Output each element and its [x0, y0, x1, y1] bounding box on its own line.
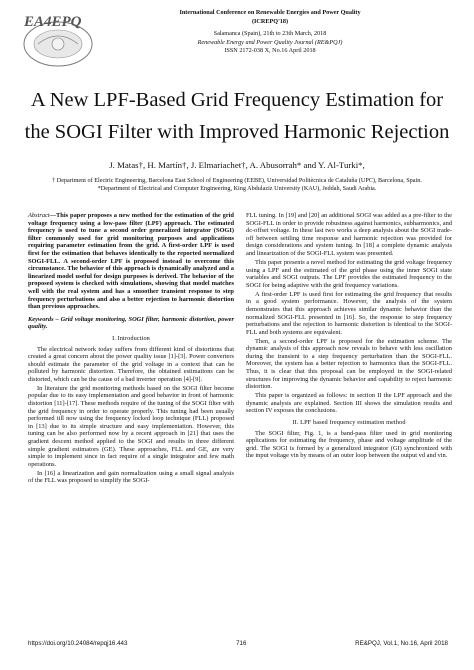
- conference-name: International Conference on Renewable Energies and Power Quality: [179, 9, 361, 16]
- conference-location-date: Salamanca (Spain), 21th to 23th March, 2018: [213, 30, 327, 38]
- author-list: J. Matas†, H. Martín†, J. Elmariachet†, A. Abusorrah* and Y. Al-Turki*,: [109, 160, 365, 170]
- left-column: [28, 212, 234, 486]
- paragraph: Then, a second-order LPF is proposed for the estimation scheme. The dynamic analysis of this approach now reveals to behave with less oscillation during the transient to a step frequency perturbation than the SOGI-FLL. Moreover, the system has a better rejection to harmonics than the SOGI-FLL. Thus, it is clear that this proposal can be employed in the SOGI-related structures for improving the dynamic behavior and capability to reject harmonic distortion.: [246, 337, 452, 391]
- paragraph: This paper presents a novel method for estimating the grid voltage frequency using a LPF and the estimated of the grid phase using the inner SOGI state variables and SOGI outputs. The LPF provides the estimated frequency to the SOGI for being adaptive with the grid frequency variations.: [246, 258, 452, 289]
- abstract-body: —This paper proposes a new method for the estimation of the grid voltage frequency using a low-pass filter (LPF) approach. The estimated frequency is used to tune a second order generalized integrator (SOGI) filter commonly used for grid monitoring purposes and applications requiring parameter estimation from the grid. A first-order LPF is used first for the estimation that behaves identically to the reported normalized SOGI-FLL. A second-order LPF is proposed instead to overcome this circumstance. The behavior of this approach is dynamically analyzed and a linearized model useful for design purposes is derived. The behavior of the proposed system is checked with simulations, showing that model matches well with the real system and has a smoother transient response to step frequency perturbations and also a better rejection to harmonic distortion than previous approaches.: [28, 212, 234, 311]
- section-heading-method: II. LPF based frequency estimation method: [292, 419, 406, 426]
- paragraph: In literature the grid monitoring methods based on the SOGI filter become popular due to its easy implementation and good behavior in front of harmonic distortion [11]-[17]. These methods require of the tuning of the SOGI filter with the grid frequency in order to operate properly. This tuning had been usually performed till now using the frequency locked loop technique (FLL) proposed in [13] due to its simple structure and easy implementation. However, this tuning can be also performed now by a recent approach in [21] that uses the gradient descent method applied to the SOGI and results in three different simple gradient estimators (GE). These approaches, FLL and GE, are very simple to implement since in fact require of a single integrator and few math operations.: [28, 384, 234, 468]
- affiliations: [0, 177, 474, 193]
- conference-logo: [18, 8, 94, 70]
- paragraph: FLL tuning. In [19] and [20] an additional SOGI was added as a pre-filter to the SOGI-FLL in order to provide robustness against harmonics, subharmonics, and dc-offset voltage. In these last two works a deep analysis about the SOGI trade-off between settling time response and harmonic rejection was provided for design considerations and system tuning. In [18] a complete dynamic analysis and linearization of the SOGI-FLL system was presented.: [246, 212, 452, 257]
- journal-issn: ISSN 2172-038 X, No.16 April 2018: [224, 47, 316, 55]
- title-line-2: the SOGI Filter with Improved Harmonic Rejection: [24, 121, 450, 143]
- page-footer: [28, 640, 448, 647]
- paragraph: In [16] a linearization and gain normalization using a small signal analysis of the FLL was proposed to simplify the SOGI-: [28, 469, 234, 485]
- affiliation-1: † Department of Electric Engineering, Barcelona East School of Engineering (EEBE), Universidad Politècnica de Cataluña (UPC), Barcelona, Spain.: [52, 177, 422, 184]
- title-line-1: A New LPF-Based Grid Frequency Estimation for: [30, 89, 444, 111]
- conference-acronym: (ICREPQ'18): [251, 17, 289, 25]
- doi-link[interactable]: https://doi.org/10.24084/repqj16.443: [28, 640, 128, 647]
- logo-text: EA4EPQ: [24, 14, 82, 30]
- section-heading-introduction: I. Introduction: [112, 334, 150, 342]
- abstract: [28, 212, 234, 311]
- paragraph: The electrical network today suffers from different kind of distortions that created a great concern about the power quality issue [1]-[3]. Power converters should estimate the parameter of the grid voltage in a context that can be polluted by harmonic distortion. Therefore, the obtained estimations can be distorted, which can be the cause of a bad inverter operation [4]-[9].: [28, 345, 234, 383]
- page-number: 716: [236, 640, 247, 647]
- right-column: [246, 212, 452, 461]
- citation: RE&PQJ, Vol.1, No.16, April 2018: [355, 640, 448, 647]
- conference-header: [100, 9, 440, 56]
- keywords: Keywords – Grid voltage monitoring, SOGI filter, harmonic distortion, power quality.: [28, 315, 234, 331]
- paragraph: The SOGI filter, Fig. 1, is a band-pass filter used in grid monitoring applications for estimating the frequency, phase and voltage amplitude of the grid. The SOGI is formed by a generalized integrator (GI) synchronized with the input voltage vin by means of an outer loop between the output vd and vin.: [246, 429, 452, 460]
- abstract-lead: Abstract: [28, 212, 50, 219]
- paragraph: This paper is organized as follows: in section II the LPF approach and the dynamic analysis are explained. Section III shows the simulation results and section IV exposes the conclusions.: [246, 392, 452, 415]
- paragraph: A first-order LPF is used first for estimating the grid frequency that results in a good system performance. However, the analysis of the system demonstrates that this approach achieves similar dynamic behavior than the normalized SOGI-FLL presented in [16]. So, the response to step frequency perturbations and the rejection to harmonic distortion is identical to the SOGI-FLL and both systems are equivalent.: [246, 290, 452, 336]
- paper-title: [0, 84, 474, 148]
- journal-name: Renewable Energy and Power Quality Journal (RE&PQJ): [197, 38, 343, 46]
- affiliation-2: *Department of Electrical and Computer Engineering, King Abdulaziz University (KAU), Jeddah, Saudi Arabia.: [97, 185, 377, 192]
